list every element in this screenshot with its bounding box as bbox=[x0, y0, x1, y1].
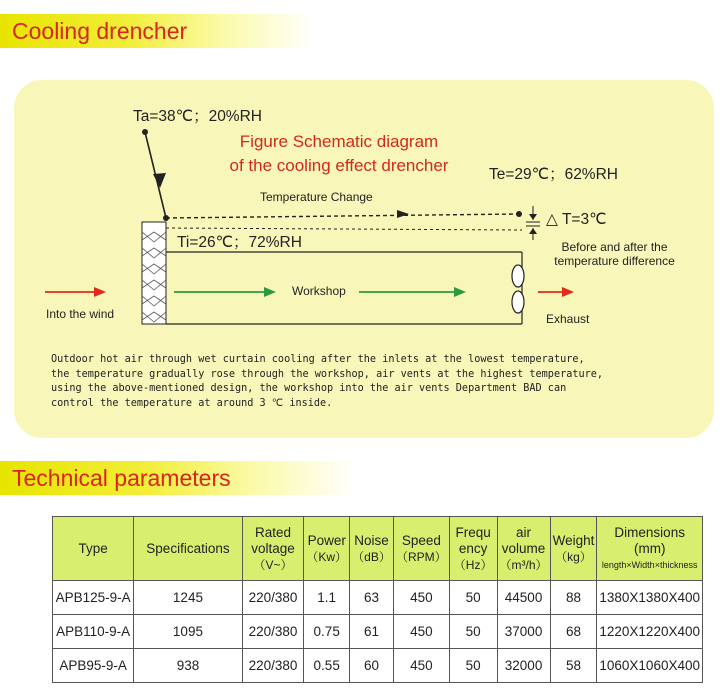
temperature-change-label: Temperature Change bbox=[260, 190, 373, 204]
ta-label: Ta=38℃；20%RH bbox=[133, 108, 262, 125]
col-air-volume: air volume （m³/h） bbox=[497, 517, 550, 581]
into-the-wind-label: Into the wind bbox=[46, 307, 115, 321]
description-text: Outdoor hot air through wet curtain cooling after the inlets at the lowest temperature, the temperature gradually rose through the workshop, air vents at the highest temperature, using the above-mentioned design, the workshop into the air vents Department BAD can control the temperature at around 3 ℃ inside. bbox=[51, 354, 604, 409]
figure-title: Figure Schematic diagram of the cooling effect drencher bbox=[229, 132, 449, 175]
workshop-label: Workshop bbox=[292, 284, 346, 298]
table-row: APB110-9-A 1095 220/380 0.75 61 450 50 37000 68 1220X1220X400 bbox=[53, 615, 703, 649]
col-weight: Weight （kg） bbox=[550, 517, 597, 581]
before-after-label: Before and after the temperature difference bbox=[554, 240, 675, 268]
exhaust-label: Exhaust bbox=[546, 312, 590, 326]
col-type: Type bbox=[53, 517, 134, 581]
col-spec: Specifications bbox=[134, 517, 242, 581]
section-title-technical: Technical parameters bbox=[0, 461, 420, 495]
technical-parameters-table bbox=[52, 516, 703, 683]
col-power: Power （Kw） bbox=[304, 517, 350, 581]
table-row: APB125-9-A 1245 220/380 1.1 63 450 50 44500 88 1380X1380X400 bbox=[53, 581, 703, 615]
te-point bbox=[516, 211, 522, 217]
col-voltage: Rated voltage （V~） bbox=[242, 517, 304, 581]
temperature-change-arrowhead bbox=[397, 210, 409, 218]
temperature-change-line bbox=[166, 214, 519, 218]
col-frequency: Frequ ency （Hz） bbox=[449, 517, 497, 581]
delta-t-label: △ T=3℃ bbox=[546, 211, 607, 228]
section-title-cooling: Cooling drencher bbox=[0, 14, 370, 48]
ti-label: Ti=26℃；72%RH bbox=[177, 234, 302, 251]
col-dimensions: Dimensions (mm) length×Width×thickness bbox=[597, 517, 703, 581]
fan-icon bbox=[512, 265, 524, 287]
col-noise: Noise （dB） bbox=[350, 517, 394, 581]
table-row: APB95-9-A 938 220/380 0.55 60 450 50 32000 58 1060X1060X400 bbox=[53, 649, 703, 683]
col-speed: Speed （RPM） bbox=[394, 517, 450, 581]
te-label: Te=29℃；62%RH bbox=[489, 166, 618, 183]
table-header-row bbox=[53, 517, 703, 581]
diagram-panel bbox=[14, 80, 714, 438]
down-arrowhead bbox=[153, 173, 166, 188]
